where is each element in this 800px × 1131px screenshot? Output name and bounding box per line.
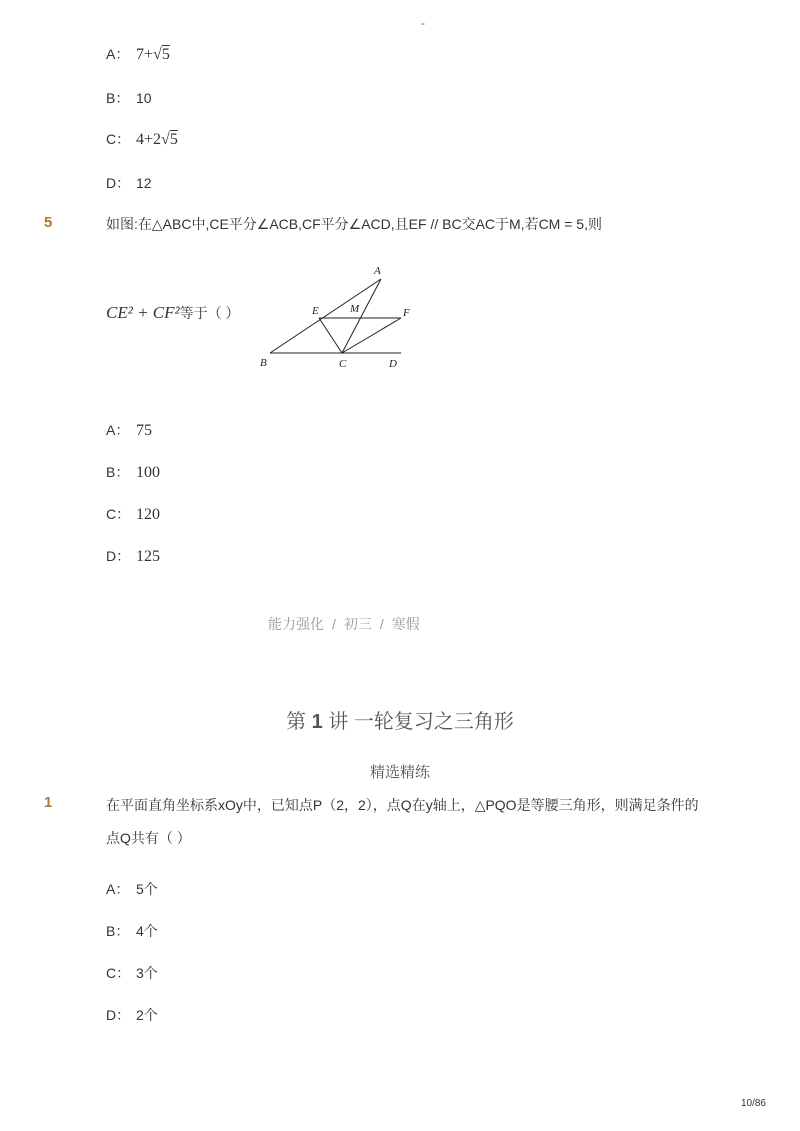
option-value: 12	[136, 175, 152, 191]
option-key: B：	[106, 923, 130, 939]
question-stem-line2: 点Q共有（ ）	[106, 830, 191, 846]
option-key: A：	[106, 422, 130, 438]
page-number: 10/86	[740, 1098, 766, 1109]
option-key: C：	[106, 131, 131, 147]
section-title: 精选精练	[369, 764, 430, 781]
header-dash: -	[421, 16, 425, 30]
question-stem-line1: 在平面直角坐标系xOy中，已知点P（2，2），点Q在y轴上，△PQO是等腰三角形，则满足条件的	[106, 797, 699, 813]
option-value: 75	[136, 422, 152, 439]
q5-option-c[interactable]	[106, 504, 160, 524]
label-A: A	[374, 265, 381, 277]
breadcrumb-separator: /	[379, 616, 384, 632]
option-key: B：	[106, 464, 130, 480]
option-key: A：	[106, 46, 130, 62]
breadcrumb-item[interactable]: 能力强化	[268, 616, 324, 632]
breadcrumb	[268, 614, 420, 634]
q1-option-d[interactable]	[106, 1005, 158, 1025]
q4-option-a[interactable]	[106, 44, 170, 64]
triangle-figure	[255, 260, 425, 375]
option-value: 120	[136, 506, 160, 523]
question-stem-line2	[106, 303, 240, 323]
line-EC	[319, 318, 342, 353]
q5-option-d[interactable]	[106, 546, 160, 566]
stem-text: 等于（ ）	[179, 305, 240, 321]
option-value: 3个	[136, 965, 158, 981]
question-number: 5	[44, 214, 53, 231]
option-key: A：	[106, 881, 130, 897]
question-stem-line1: 如图:在△ABC中,CE平分∠ACB,CF平分∠ACD,且EF // BC交AC于M,若CM = 5,则	[106, 216, 602, 232]
q4-option-c[interactable]	[106, 129, 178, 149]
chapter-title: 第 1 讲 一轮复习之三角形	[286, 711, 514, 733]
option-value: 10	[136, 90, 152, 106]
option-key: C：	[106, 965, 131, 981]
q1-option-a[interactable]	[106, 879, 158, 899]
label-F: F	[403, 307, 410, 319]
option-key: D：	[106, 548, 131, 564]
label-D: D	[389, 358, 397, 370]
option-key: D：	[106, 1007, 131, 1023]
breadcrumb-separator: /	[332, 616, 336, 632]
q5-option-a[interactable]	[106, 420, 152, 440]
option-value: 4个	[136, 923, 158, 939]
option-key: B：	[106, 90, 130, 106]
label-E: E	[312, 305, 319, 317]
label-M: M	[350, 303, 360, 315]
q4-option-b[interactable]	[106, 88, 152, 108]
label-C: C	[339, 358, 347, 370]
breadcrumb-item[interactable]: 初三	[343, 616, 372, 632]
question-number: 1	[44, 794, 53, 811]
option-value: 7+√5	[136, 46, 170, 63]
line-BA	[270, 279, 381, 353]
q1-option-b[interactable]	[106, 921, 158, 941]
option-value: 100	[136, 464, 160, 481]
option-value: 125	[136, 548, 160, 565]
breadcrumb-item[interactable]: 寒假	[391, 616, 420, 632]
q5-option-b[interactable]	[106, 462, 160, 482]
option-value: 2个	[136, 1007, 158, 1023]
option-key: D：	[106, 175, 131, 191]
q1-option-c[interactable]	[106, 963, 158, 983]
option-key: C：	[106, 506, 131, 522]
option-value: 5个	[136, 881, 158, 897]
q4-option-d[interactable]	[106, 173, 152, 193]
stem-math: CE² + CF²	[106, 303, 180, 322]
label-B: B	[260, 357, 267, 369]
option-value: 4+2√5	[136, 131, 178, 148]
